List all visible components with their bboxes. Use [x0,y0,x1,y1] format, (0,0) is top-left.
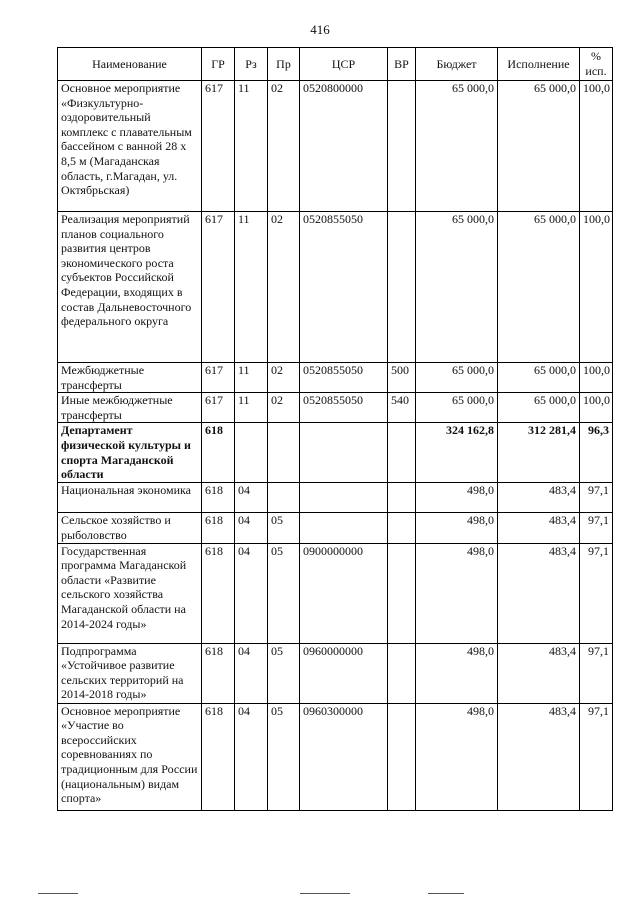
cell-rz: 11 [235,212,268,363]
header-pr: Пр [268,48,300,81]
cell-pr: 02 [268,393,300,423]
header-vr: ВР [388,48,416,81]
cell-rz: 04 [235,513,268,543]
table-body [58,81,613,811]
cell-csr: 0520855050 [300,212,388,363]
cell-csr: 0960000000 [300,643,388,703]
page-number: 416 [310,22,330,37]
cell-vr [388,212,416,363]
cell-csr: 0900000000 [300,543,388,643]
cell-pr: 02 [268,212,300,363]
cell-rz: 11 [235,81,268,212]
cell-rz [235,423,268,483]
cell-csr [300,423,388,483]
cell-rz: 04 [235,543,268,643]
cell-percent: 97,1 [580,543,613,643]
cell-budget: 498,0 [416,513,498,543]
cell-pr: 05 [268,543,300,643]
cell-pr: 05 [268,513,300,543]
cell-percent: 97,1 [580,643,613,703]
header-budget: Бюджет [416,48,498,81]
cell-budget: 498,0 [416,643,498,703]
cell-rz: 04 [235,643,268,703]
cell-vr [388,703,416,810]
cell-vr [388,423,416,483]
header-csr: ЦСР [300,48,388,81]
cell-csr: 0520800000 [300,81,388,212]
cell-pr [268,483,300,513]
header-percent [580,48,613,81]
table-row [58,363,613,393]
table-row [58,643,613,703]
cell-percent: 100,0 [580,393,613,423]
cell-budget: 65 000,0 [416,81,498,212]
table-row [58,483,613,513]
cell-name: Реализация мероприятий планов социального развития центров экономического роста субъектов Российской Федерации, входящих в состав Дальневосточного федерального округа [58,212,202,363]
cell-vr [388,81,416,212]
cell-budget: 324 162,8 [416,423,498,483]
cell-budget: 498,0 [416,543,498,643]
cell-execution: 483,4 [498,703,580,810]
cell-execution: 483,4 [498,543,580,643]
cell-execution: 312 281,4 [498,423,580,483]
cell-percent: 97,1 [580,483,613,513]
scan-artifact-line [300,893,350,894]
cell-pr: 02 [268,81,300,212]
cell-budget: 498,0 [416,703,498,810]
cell-name: Иные межбюджетные трансферты [58,393,202,423]
cell-budget: 65 000,0 [416,212,498,363]
cell-name: Основное мероприятие «Физкультурно-оздоровительный комплекс с плавательным бассейном с ванной 28 х 8,5 м (Магаданская область, г.Магадан, ул. Октябрьская) [58,81,202,212]
cell-gr: 617 [202,393,235,423]
cell-gr: 618 [202,423,235,483]
cell-execution: 483,4 [498,513,580,543]
cell-csr: 0520855050 [300,393,388,423]
table-row [58,703,613,810]
cell-execution: 65 000,0 [498,81,580,212]
cell-budget: 65 000,0 [416,363,498,393]
cell-vr: 500 [388,363,416,393]
cell-vr [388,483,416,513]
cell-rz: 11 [235,363,268,393]
cell-name: Сельское хозяйство и рыболовство [58,513,202,543]
cell-execution: 483,4 [498,643,580,703]
cell-gr: 618 [202,703,235,810]
cell-pr: 05 [268,643,300,703]
scan-artifact-line [428,893,464,894]
cell-gr: 617 [202,363,235,393]
cell-csr [300,513,388,543]
table-row [58,543,613,643]
cell-pr [268,423,300,483]
cell-name: Департамент физической культуры и спорта Магаданской области [58,423,202,483]
cell-vr [388,543,416,643]
cell-gr: 617 [202,212,235,363]
cell-pr: 05 [268,703,300,810]
header-name: Наименование [58,48,202,81]
cell-rz: 04 [235,703,268,810]
cell-rz: 11 [235,393,268,423]
cell-name: Основное мероприятие «Участие во всероссийских соревнованиях по традиционным для России (национальным) видам спорта» [58,703,202,810]
header-percent-sign: % [591,49,601,64]
cell-percent: 100,0 [580,212,613,363]
scan-artifact-line [38,893,78,894]
cell-name: Подпрограмма «Устойчивое развитие сельских территорий на 2014-2018 годы» [58,643,202,703]
table-row [58,423,613,483]
cell-percent: 97,1 [580,513,613,543]
cell-gr: 618 [202,483,235,513]
cell-csr [300,483,388,513]
table-row [58,81,613,212]
cell-budget: 498,0 [416,483,498,513]
table-row [58,212,613,363]
cell-execution: 65 000,0 [498,363,580,393]
table-header-row [58,48,613,81]
cell-gr: 618 [202,513,235,543]
table-row [58,393,613,423]
cell-name: Государственная программа Магаданской области «Развитие сельского хозяйства Магаданской области на 2014-2024 годы» [58,543,202,643]
header-gr: ГР [202,48,235,81]
cell-gr: 618 [202,543,235,643]
cell-name: Национальная экономика [58,483,202,513]
budget-execution-table [57,47,613,811]
table-row [58,513,613,543]
header-execution: Исполнение [498,48,580,81]
cell-csr: 0960300000 [300,703,388,810]
cell-name: Межбюджетные трансферты [58,363,202,393]
cell-percent: 100,0 [580,81,613,212]
cell-percent: 97,1 [580,703,613,810]
cell-execution: 483,4 [498,483,580,513]
cell-rz: 04 [235,483,268,513]
header-rz: Рз [235,48,268,81]
cell-execution: 65 000,0 [498,212,580,363]
cell-execution: 65 000,0 [498,393,580,423]
header-percent-label: исп. [585,64,607,78]
cell-gr: 618 [202,643,235,703]
cell-percent: 96,3 [580,423,613,483]
cell-csr: 0520855050 [300,363,388,393]
cell-vr [388,643,416,703]
cell-percent: 100,0 [580,363,613,393]
cell-vr: 540 [388,393,416,423]
cell-gr: 617 [202,81,235,212]
cell-budget: 65 000,0 [416,393,498,423]
cell-vr [388,513,416,543]
cell-pr: 02 [268,363,300,393]
